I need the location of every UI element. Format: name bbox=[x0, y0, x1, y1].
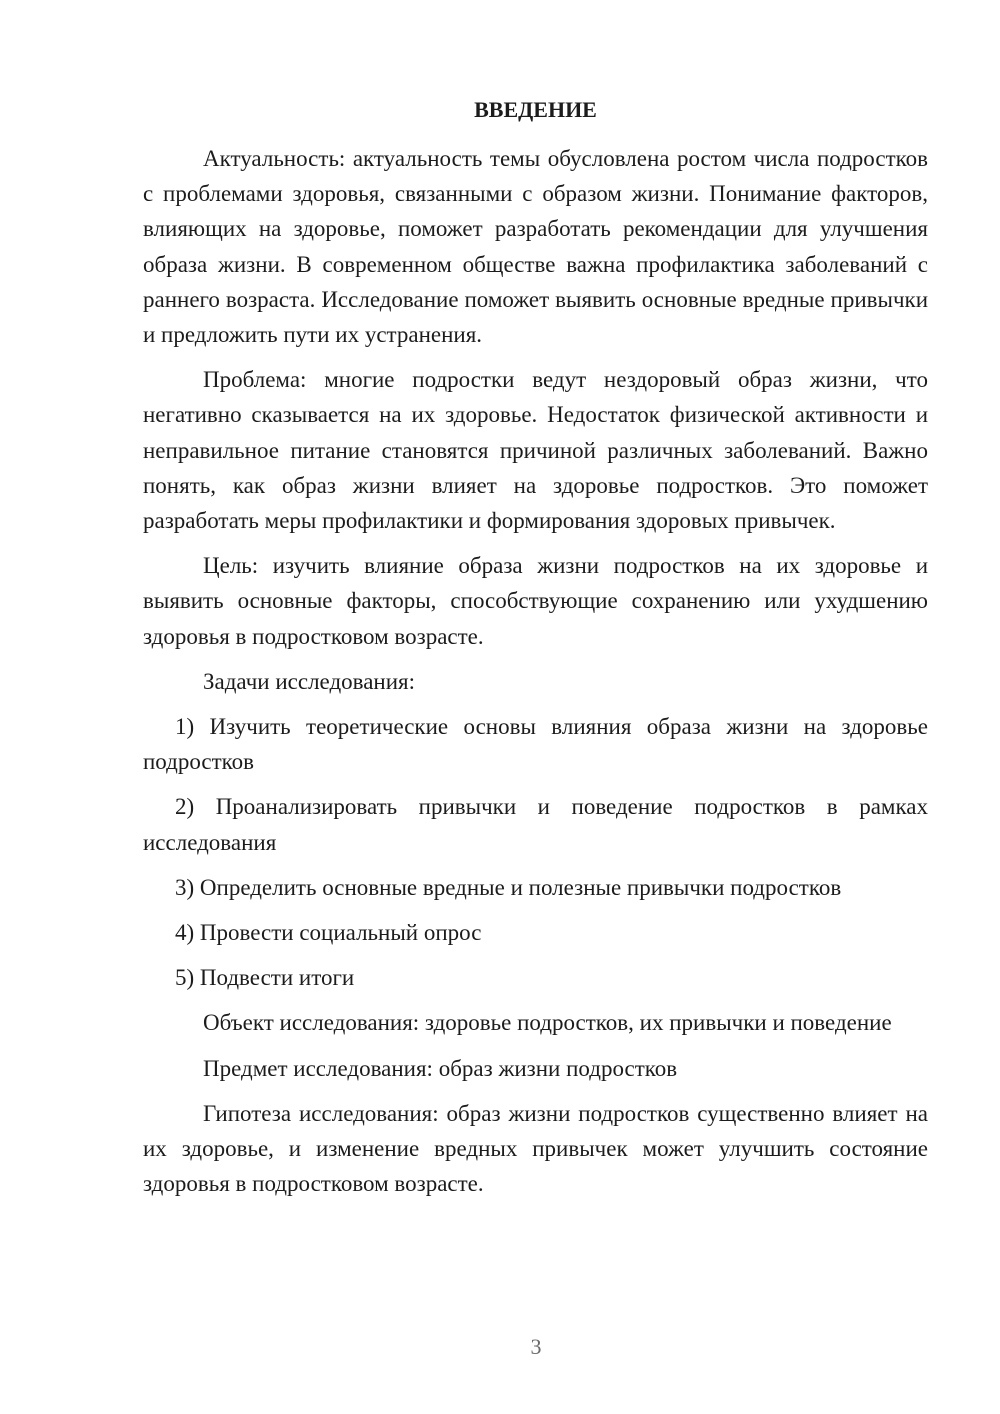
paragraph-goal: Цель: изучить влияние образа жизни подростков на их здоровье и выявить основные факторы, способствующие сохранению или ухудшению здоровья в подростковом возрасте. bbox=[143, 553, 928, 649]
paragraph-subject: Предмет исследования: образ жизни подростков bbox=[203, 1055, 678, 1081]
task-item-1: 1) Изучить теоретические основы влияния образа жизни на здоровье подростков bbox=[143, 714, 928, 775]
task-item-2: 2) Проанализировать привычки и поведение подростков в рамках исследования bbox=[143, 794, 928, 855]
page-number: 3 bbox=[530, 1334, 542, 1359]
task-item-5: 5) Подвести итоги bbox=[175, 965, 355, 991]
page-title: ВВЕДЕНИЕ bbox=[474, 97, 597, 122]
paragraph-problem: Проблема: многие подростки ведут нездоровый образ жизни, что негативно сказывается на их здоровье. Недостаток физической активности и неправильное питание становятся причиной различных заболеваний. Важно понять, как образ жизни влияет на здоровье подростков. Это поможет разработать меры профилактики и формирования здоровых привычек. bbox=[143, 367, 928, 534]
task-item-4: 4) Провести социальный опрос bbox=[175, 920, 482, 946]
paragraph-hypothesis: Гипотеза исследования: образ жизни подростков существенно влияет на их здоровье, и изменение вредных привычек может улучшить состояние здоровья в подростковом возрасте. bbox=[143, 1100, 928, 1197]
page-content bbox=[143, 95, 928, 1201]
paragraph-relevance: Актуальность: актуальность темы обусловлена ростом числа подростков с проблемами здоровья, связанными с образом жизни. Понимание факторов, влияющих на здоровье, поможет разработать рекомендации для улучшения образа жизни. В современном обществе важна профилактика заболеваний с раннего возраста. Исследование поможет выявить основные вредные привычки и предложить пути их устранения. bbox=[143, 146, 928, 348]
task-item-3: 3) Определить основные вредные и полезные привычки подростков bbox=[175, 874, 842, 900]
paragraph-object: Объект исследования: здоровье подростков, их привычки и поведение bbox=[203, 1010, 892, 1036]
tasks-heading: Задачи исследования: bbox=[203, 668, 416, 694]
